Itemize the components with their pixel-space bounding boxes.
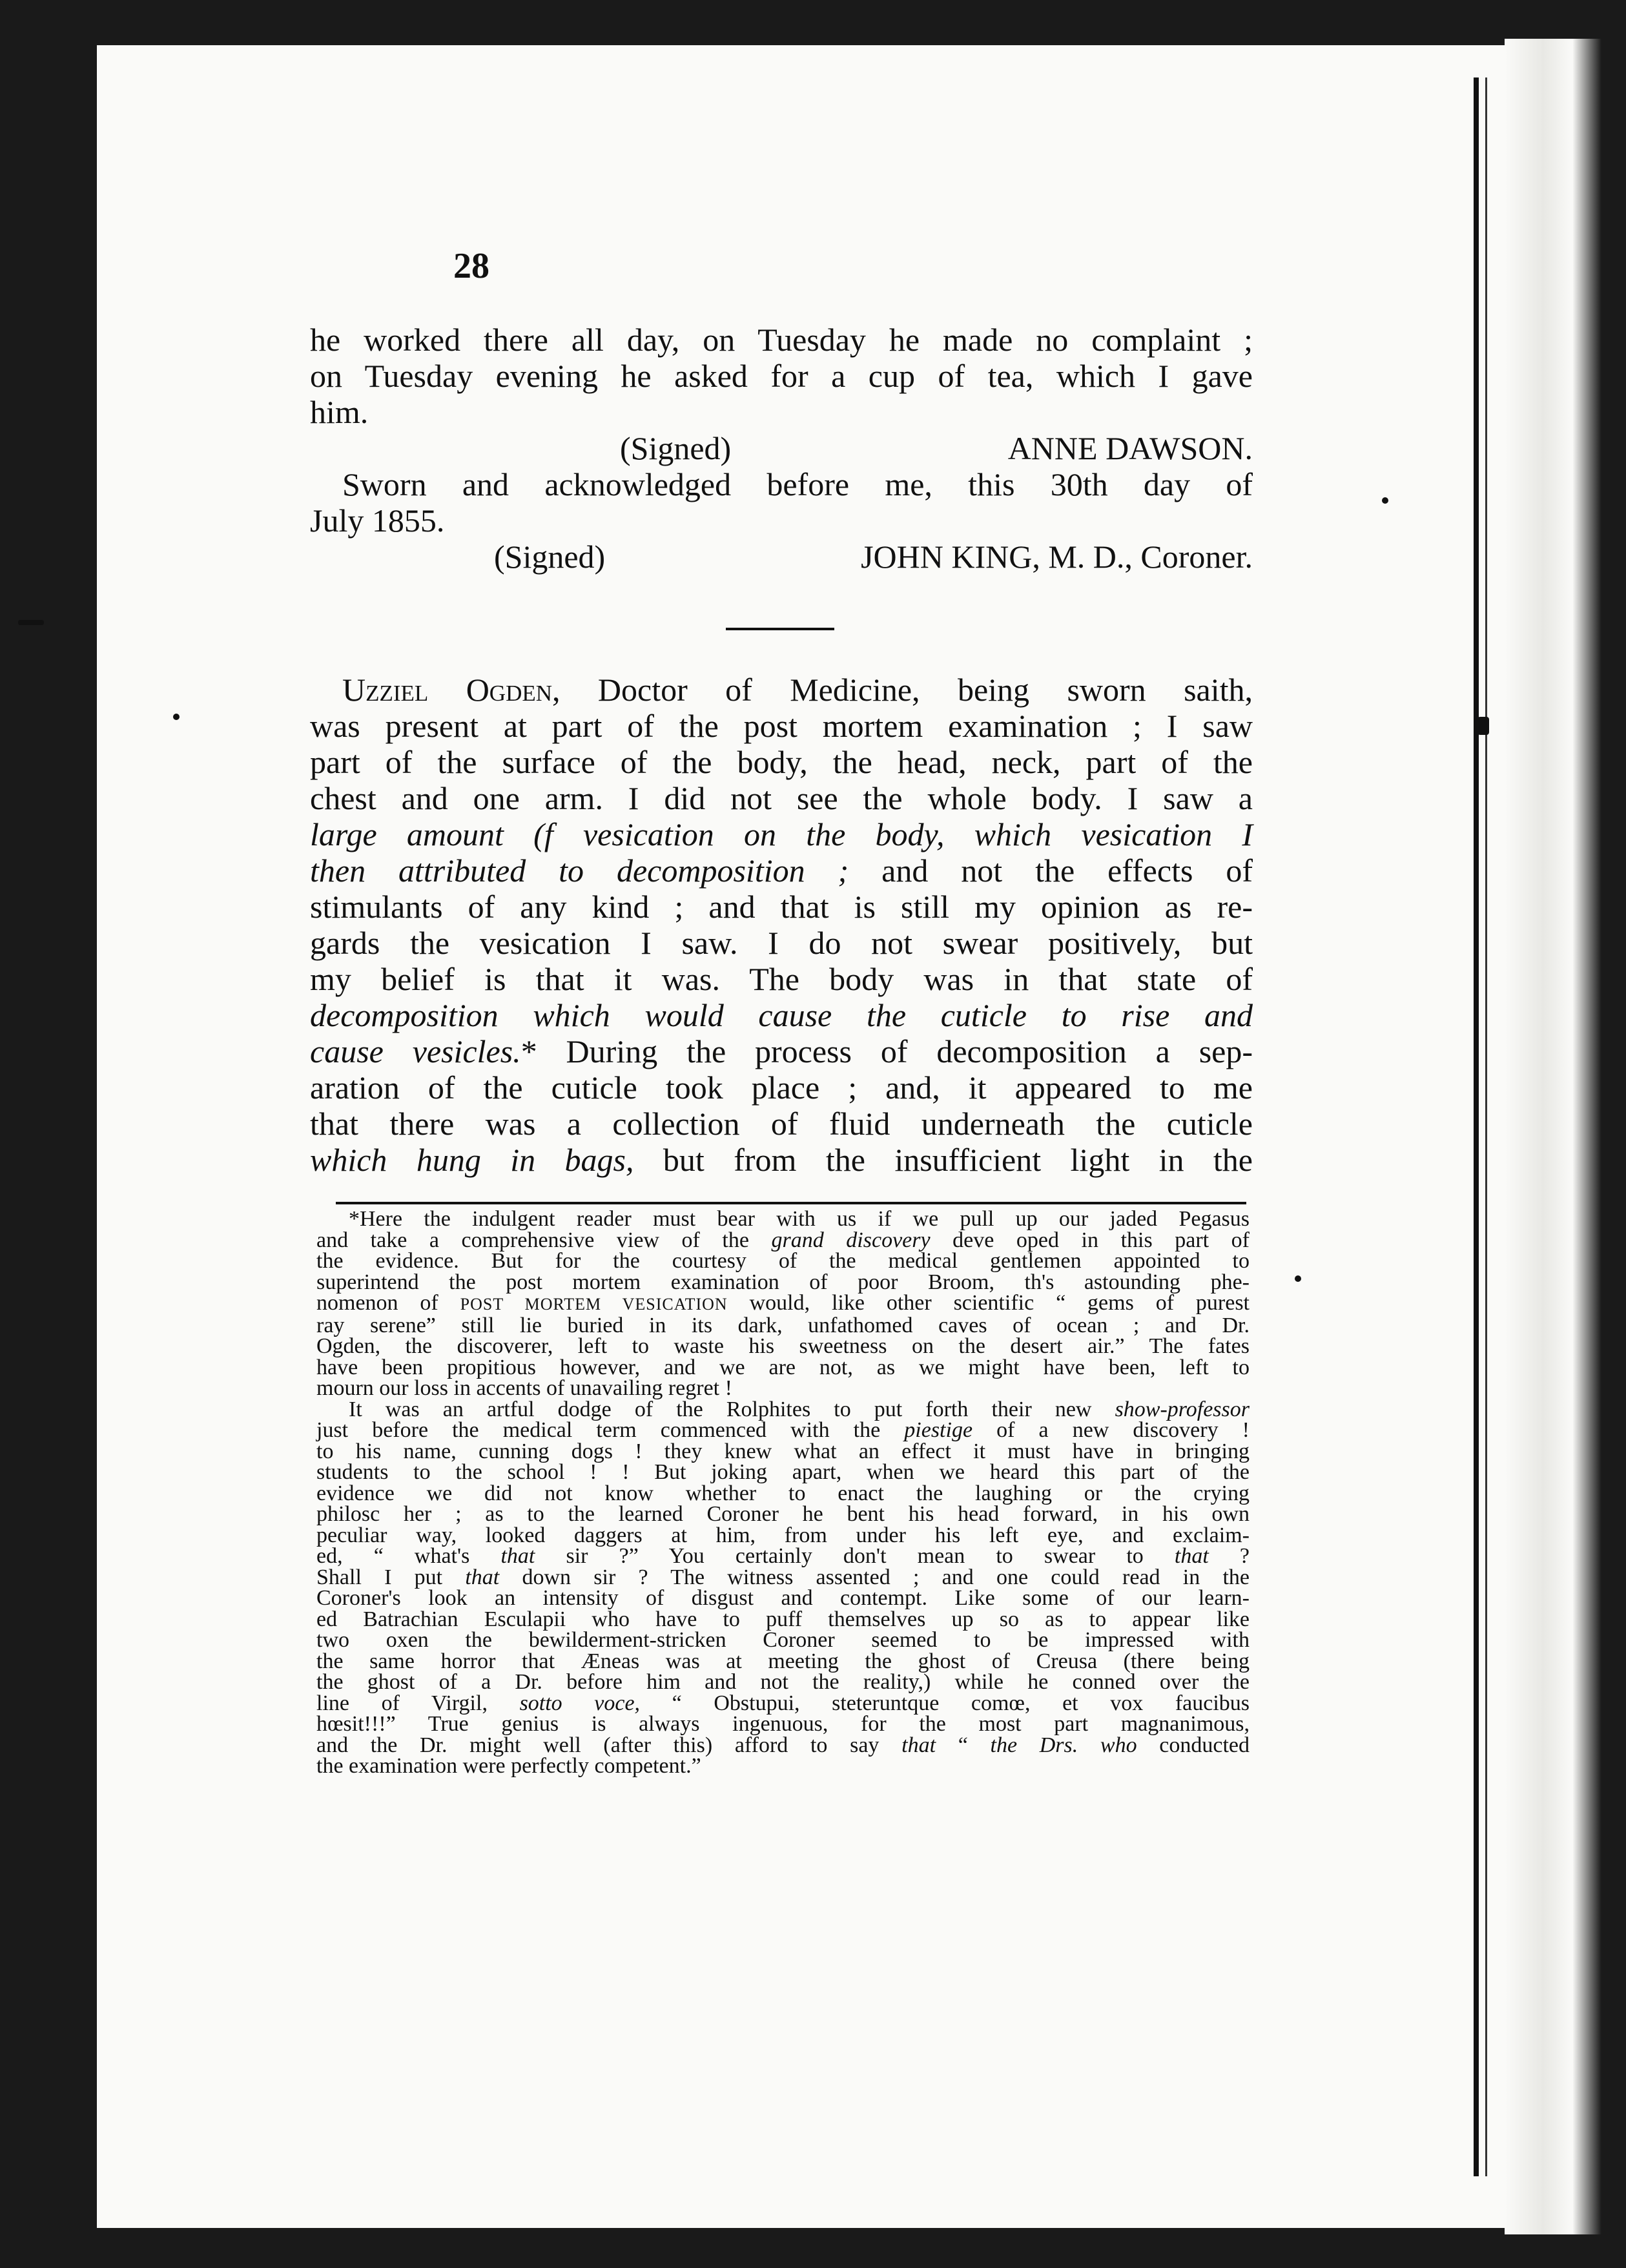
footnote-line: the same horror that Æneas was at meeting the ghost of Creusa (there being (316, 1649, 1250, 1673)
text-line (310, 1142, 1253, 1178)
text-line: July 1855. (310, 502, 445, 539)
text-span: down sir ? The witness assented ; and one could read in the (499, 1565, 1250, 1589)
text-line: that there was a collection of fluid underneath the cuticle (310, 1106, 1253, 1142)
footnote-line: *Here the indulgent reader must bear with us if we pull up our jaded Pegasus (349, 1207, 1250, 1231)
signature-line-dawson (310, 430, 1253, 466)
footnote-line: students to the school ! ! But joking apart, when we heard this part of the (316, 1460, 1250, 1484)
text-span: line of Virgil, (316, 1691, 520, 1715)
text-span: conducted (1137, 1733, 1250, 1757)
italic-span: cause vesicles. (310, 1033, 521, 1069)
speck (1382, 497, 1388, 504)
italic-span: then attributed to decomposition ; (310, 852, 849, 889)
footnote-line: Ogden, the discoverer, left to waste his sweetness on the desert air.” The fates (316, 1334, 1250, 1358)
footnote-line: the evidence. But for the courtesy of the medical gentlemen appointed to (316, 1249, 1250, 1273)
text-line (310, 816, 1253, 852)
footnote-line (316, 1546, 1250, 1567)
text-span: just before the medical term commenced with the (316, 1418, 905, 1442)
witness-name: Uzziel Ogden (342, 672, 553, 708)
text-span: ed, “ what's (316, 1544, 501, 1568)
text-line: gards the vesication I saw. I do not swear positively, but (310, 925, 1253, 961)
italic-span: show-professor (1115, 1397, 1250, 1421)
text-span: and take a comprehensive view of the (316, 1228, 772, 1252)
italic-span: sotto voce, (519, 1691, 641, 1715)
speck (173, 714, 180, 720)
text-line: part of the surface of the body, the head, neck, part of the (310, 744, 1253, 780)
text-line: on Tuesday evening he asked for a cup of tea, which I gave (310, 358, 1253, 394)
footnote-line: superintend the post mortem examination of poor Broom, th's astounding phe- (316, 1270, 1250, 1294)
footnote-line: mourn our loss in accents of unavailing regret ! (316, 1376, 732, 1400)
italic-span: piestige (904, 1418, 973, 1442)
speck (18, 620, 44, 625)
italic-span: that (500, 1544, 535, 1568)
text-line: Sworn and acknowledged before me, this 30th day of (342, 466, 1253, 502)
text-span: nomenon of (316, 1291, 460, 1315)
text-line: aration of the cuticle took place ; and, it appeared to me (310, 1069, 1253, 1106)
text-line: chest and one arm. I did not see the whole body. I saw a (310, 780, 1253, 816)
footnote-line: two oxen the bewilderment-stricken Coroner seemed to be impressed with (316, 1628, 1250, 1652)
text-line (310, 997, 1253, 1033)
text-span: sir ?” You certainly don't mean to swear to (535, 1544, 1175, 1568)
footnote-line: evidence we did not know whether to enact the laughing or the crying (316, 1481, 1250, 1505)
text-span: During the process of decomposition a sep- (537, 1033, 1253, 1069)
ogden-testimony (310, 672, 1253, 1178)
speck (1477, 717, 1489, 735)
binding-line-inner (1485, 77, 1487, 2176)
text-span: ? (1208, 1544, 1250, 1568)
text-span: , Doctor of Medicine, being sworn saith, (552, 672, 1253, 708)
italic-span: that (901, 1733, 936, 1757)
speck (1295, 1275, 1301, 1282)
italic-span: grand discovery (771, 1228, 931, 1252)
text-line (310, 852, 1253, 889)
footnote-marker: * (520, 1033, 537, 1069)
binding-line (1474, 77, 1479, 2176)
page-number: 28 (453, 246, 489, 286)
deposition-text (310, 322, 1253, 575)
footnote-line: philosc her ; as to the learned Coroner he bent his head forward, in his own (316, 1502, 1250, 1526)
signatory-name: ANNE DAWSON. (1007, 430, 1253, 466)
signed-label: (Signed) (494, 539, 606, 575)
italic-span: the Drs. who (990, 1733, 1137, 1757)
footnote-line (316, 1420, 1250, 1441)
italic-span: which hung in bags, (310, 1142, 634, 1178)
text-line: was present at part of the post mortem examination ; I saw (310, 708, 1253, 744)
text-line: him. (310, 394, 369, 430)
signed-label: (Signed) (620, 430, 732, 466)
italic-span: that (1174, 1544, 1209, 1568)
footnote-line: peculiar way, looked daggers at him, from under his left eye, and exclaim- (316, 1523, 1250, 1547)
caps-span: POST MORTEM VESICATION (460, 1295, 728, 1314)
text-span: would, like other scientific “ gems of purest (727, 1291, 1250, 1315)
text-span: and the Dr. might well (after this) afford to say (316, 1733, 902, 1757)
text-line: he worked there all day, on Tuesday he made no complaint ; (310, 322, 1253, 358)
footnote-line: ed Batrachian Esculapii who have to puff themselves up so as to appear like (316, 1607, 1250, 1631)
footnote-line (316, 1567, 1250, 1589)
footnote-line: the ghost of a Dr. before him and not the reality,) while he conned over the (316, 1670, 1250, 1694)
footnote-line: ray serene” still lie buried in its dark, unfathomed caves of ocean ; and Dr. (316, 1313, 1250, 1337)
text-line (310, 672, 1253, 708)
signature-line-king (310, 539, 1253, 575)
text-span: It was an artful dodge of the Rolphites to put forth their new (349, 1397, 1115, 1421)
footnote-rule (336, 1202, 1246, 1204)
text-span: Shall I put (316, 1565, 466, 1589)
text-span: but from the insufficient light in the (633, 1142, 1253, 1178)
italic-span: that (465, 1565, 500, 1589)
text-line: my belief is that it was. The body was in that state of (310, 961, 1253, 997)
text-span: “ (936, 1733, 991, 1757)
signatory-name: JOHN KING, M. D., Coroner. (861, 539, 1253, 575)
section-divider (726, 628, 834, 630)
footnote-line (316, 1735, 1250, 1757)
footnote-line: to his name, cunning dogs ! they knew what an effect it must have in bringing (316, 1439, 1250, 1463)
text-line: stimulants of any kind ; and that is still my opinion as re- (310, 889, 1253, 925)
footnote-line: Coroner's look an intensity of disgust and contempt. Like some of our learn- (316, 1586, 1250, 1610)
footnote-line (316, 1399, 1250, 1421)
footnote-line: hœsit!!!” True genius is always ingenuous, for the most part magnanimous, (316, 1712, 1250, 1736)
footnote-line: the examination were perfectly competent.” (316, 1754, 701, 1778)
footnote-line: have been propitious however, and we are not, as we might have been, left to (316, 1355, 1250, 1379)
footnote-line (316, 1693, 1250, 1715)
text-line (310, 1033, 1253, 1069)
text-span: of a new discovery ! (973, 1418, 1250, 1442)
text-span: deve oped in this part of (930, 1228, 1250, 1252)
italic-span: large amount (f vesication on the body, which vesication I (310, 816, 1253, 852)
italic-span: decomposition which would cause the cuticle to rise and (310, 997, 1253, 1033)
text-span: “ Obstupui, steteruntque comœ, et vox faucibus (640, 1691, 1250, 1715)
footnote-line (316, 1293, 1250, 1315)
page-edge (1505, 39, 1601, 2234)
footnote (316, 1209, 1250, 1777)
text-span: and not the effects of (849, 852, 1253, 889)
footnote-line (316, 1230, 1250, 1252)
